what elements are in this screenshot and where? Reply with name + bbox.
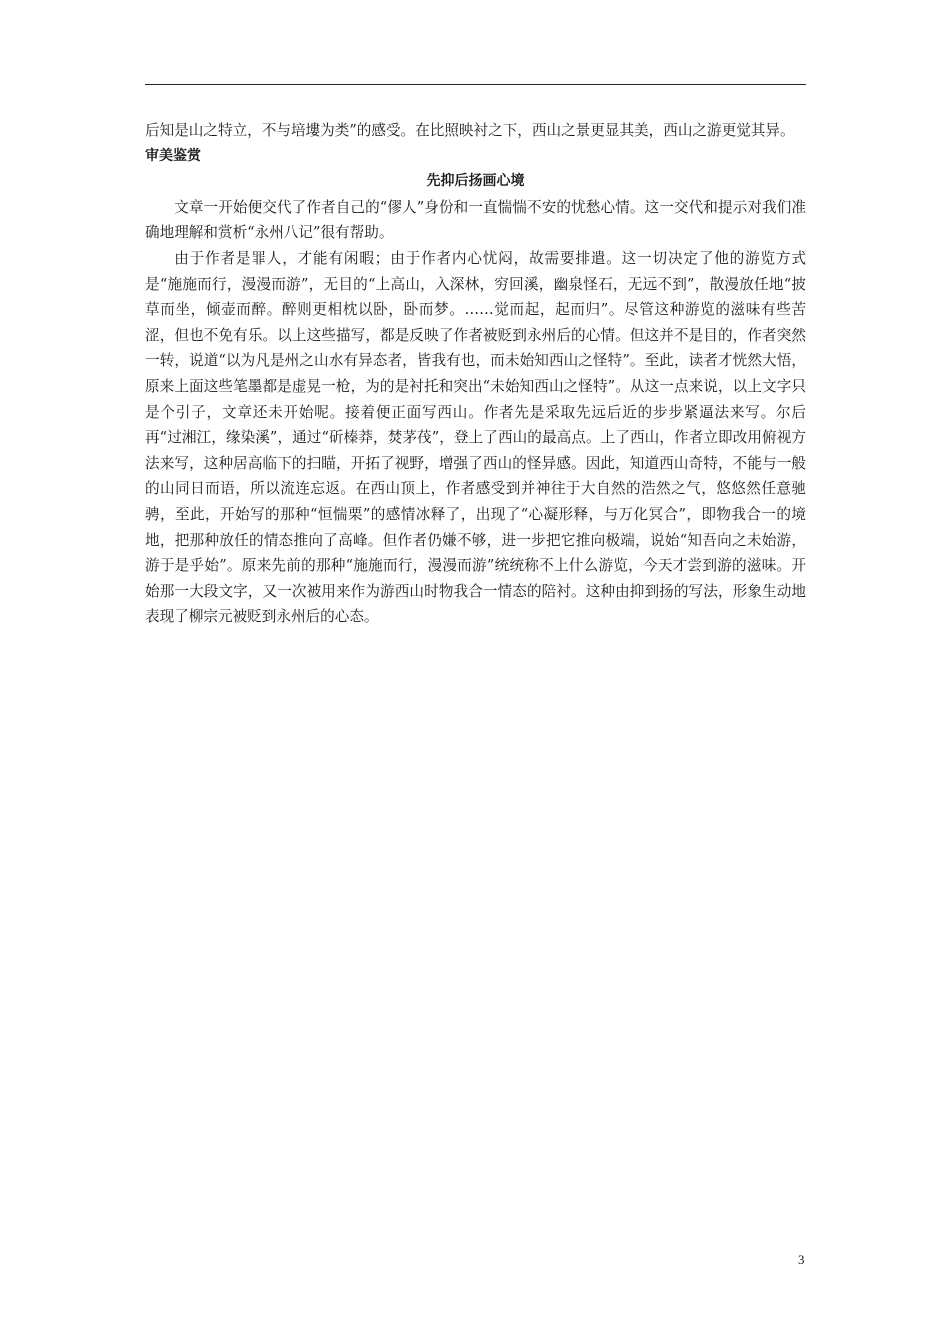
page-content [145,118,806,630]
body-paragraph-2: 由于作者是罪人，才能有闲暇；由于作者内心忧闷，故需要排遣。这一切决定了他的游览方式是“施施而行，漫漫而游”，无目的“上高山，入深林，穷回溪，幽泉怪石，无远不到”，散漫放任地“披草而坐，倾壶而醉。醉则更相枕以卧，卧而梦。……觉而起，起而归”。尽管这种游览的滋味有些苦涩，但也不免有乐。以上这些描写，都是反映了作者被贬到永州后的心情。但这并不是目的，作者突然一转，说道“以为凡是州之山水有异态者，皆我有也，而未始知西山之怪特”。至此，读者才恍然大悟，原来上面这些笔墨都是虚晃一枪，为的是衬托和突出“未始知西山之怪特”。从这一点来说，以上文字只是个引子，文章还未开始呢。接着便正面写西山。作者先是采取先远后近的步步紧逼法来写。尔后再“过湘江，缘染溪”，通过“斫榛莽，焚茅茷”，登上了西山的最高点。上了西山，作者立即改用俯视方法来写，这种居高临下的扫瞄，开拓了视野，增强了西山的怪异感。因此，知道西山奇特，不能与一般的山同日而语，所以流连忘返。在西山顶上，作者感受到并神往于大自然的浩然之气，悠悠然任意驰骋，至此，开始写的那种“恒惴栗”的感情冰释了，出现了“心凝形释，与万化冥合”，即物我合一的境地，把那种放任的情态推向了高峰。但作者仍嫌不够，进一步把它推向极端，说始“知吾向之未始游，游于是乎始”。原来先前的那种“施施而行，漫漫而游”统统称不上什么游览，今天才尝到游的滋味。开始那一大段文字，又一次被用来作为游西山时物我合一情态的陪衬。这种由抑到扬的写法，形象生动地表现了柳宗元被贬到永州后的心态。 [145,249,806,626]
section-label: 审美鉴赏 [145,147,201,164]
continuation-paragraph: 后知是山之特立，不与培塿为类”的感受。在比照映衬之下，西山之景更显其美，西山之游更觉其异。 [145,122,795,139]
page-number: 3 [798,1252,805,1267]
body-paragraph-1: 文章一开始便交代了作者自己的“僇人”身份和一直惴惴不安的忧愁心情。这一交代和提示对我们准确地理解和赏析“永州八记”很有帮助。 [145,198,806,242]
article-subtitle: 先抑后扬画心境 [426,173,525,190]
header-rule [145,84,806,85]
